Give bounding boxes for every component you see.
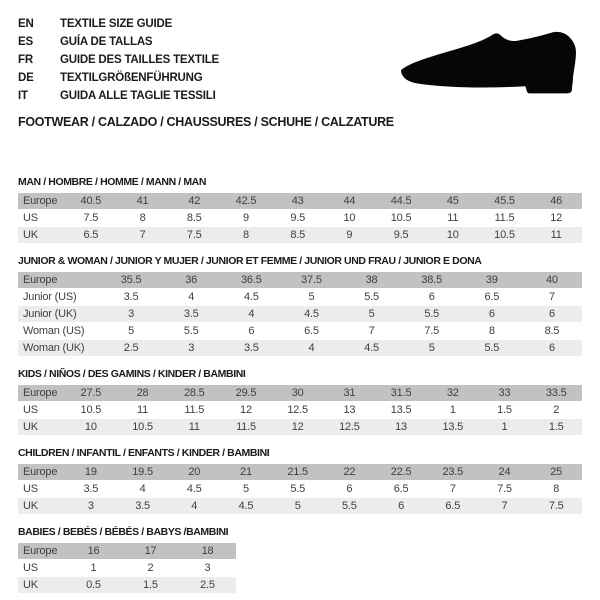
row-label: UK bbox=[23, 500, 38, 512]
size-cell: 9 bbox=[243, 212, 249, 224]
size-cell: 46 bbox=[550, 195, 563, 207]
size-cell: 16 bbox=[87, 545, 100, 557]
size-cell: 22.5 bbox=[390, 466, 412, 478]
table-row bbox=[18, 498, 582, 515]
size-cell: 11 bbox=[137, 404, 149, 416]
size-cell: 4.5 bbox=[243, 291, 259, 303]
size-cell: 3.5 bbox=[123, 291, 139, 303]
size-cell: 35.5 bbox=[120, 274, 142, 286]
row-label: US bbox=[23, 404, 38, 416]
size-cell: 11 bbox=[447, 212, 459, 224]
size-cell: 5 bbox=[308, 291, 315, 303]
row-label: Europe bbox=[23, 195, 58, 207]
language-title: GUÍA DE TALLAS bbox=[60, 36, 153, 48]
table-row bbox=[18, 193, 582, 210]
table-row bbox=[18, 402, 582, 419]
size-cell: 43 bbox=[291, 195, 304, 207]
size-cell: 6.5 bbox=[393, 483, 409, 495]
size-cell: 40.5 bbox=[80, 195, 102, 207]
size-cell: 4 bbox=[139, 483, 146, 495]
size-cell: 12 bbox=[240, 404, 252, 416]
size-cell: 3 bbox=[128, 308, 135, 320]
size-cell: 8.5 bbox=[186, 212, 202, 224]
size-cell: 13.5 bbox=[390, 404, 412, 416]
size-cell: 5 bbox=[294, 500, 301, 512]
size-cell: 11.5 bbox=[236, 421, 256, 433]
size-cell: 33 bbox=[498, 387, 511, 399]
size-cell: 1.5 bbox=[548, 421, 564, 433]
size-cell: 1.5 bbox=[143, 579, 158, 591]
table-row bbox=[18, 272, 582, 289]
size-cell: 6.5 bbox=[83, 229, 99, 241]
size-cell: 33.5 bbox=[545, 387, 567, 399]
size-cell: 12 bbox=[550, 212, 563, 224]
table-row bbox=[18, 323, 582, 340]
size-cell: 8 bbox=[488, 325, 495, 337]
size-cell: 45 bbox=[446, 195, 459, 207]
size-cell: 32 bbox=[446, 387, 459, 399]
size-cell: 36.5 bbox=[241, 274, 262, 286]
row-label: Europe bbox=[23, 466, 58, 478]
table-row bbox=[18, 340, 582, 357]
size-cell: 7.5 bbox=[83, 212, 99, 224]
size-cell: 5.5 bbox=[290, 483, 306, 495]
size-cell: 19.5 bbox=[132, 466, 153, 478]
size-cell: 5.5 bbox=[364, 291, 379, 303]
size-cell: 8.5 bbox=[290, 229, 306, 241]
size-cell: 41 bbox=[136, 195, 149, 207]
size-cell: 4.5 bbox=[238, 500, 254, 512]
size-cell: 8 bbox=[243, 229, 249, 241]
size-cell: 4 bbox=[248, 308, 255, 320]
size-cell: 7 bbox=[501, 500, 508, 512]
size-cell: 0.5 bbox=[86, 579, 101, 591]
row-label: UK bbox=[23, 579, 38, 591]
table-row bbox=[18, 289, 582, 306]
size-cell: 12.5 bbox=[287, 404, 308, 416]
size-cell: 10.5 bbox=[494, 229, 515, 241]
table-section bbox=[18, 176, 582, 244]
size-cell: 3 bbox=[87, 500, 94, 512]
table-title: CHILDREN / INFANTIL / ENFANTS / KINDER / BAMBINI bbox=[18, 447, 270, 459]
size-cell: 4 bbox=[188, 291, 195, 303]
size-cell: 10 bbox=[343, 212, 356, 224]
row-label: US bbox=[23, 212, 38, 224]
size-tables bbox=[18, 176, 582, 594]
size-cell: 5.5 bbox=[484, 342, 500, 354]
size-cell: 7.5 bbox=[548, 500, 564, 512]
size-cell: 21 bbox=[240, 466, 252, 478]
size-cell: 9 bbox=[346, 229, 353, 241]
table-row bbox=[18, 577, 236, 594]
size-cell: 23.5 bbox=[442, 466, 464, 478]
table-title: JUNIOR & WOMAN / JUNIOR Y MUJER / JUNIOR ET FEMME / JUNIOR UND FRAU / JUNIOR E DONA bbox=[18, 255, 482, 267]
size-cell: 36 bbox=[185, 274, 198, 286]
size-cell: 18 bbox=[201, 545, 214, 557]
size-cell: 13 bbox=[395, 421, 407, 433]
language-title: GUIDA ALLE TAGLIE TESSILI bbox=[60, 90, 216, 102]
row-label: Europe bbox=[23, 274, 58, 286]
size-cell: 7.5 bbox=[424, 325, 440, 337]
category-title: FOOTWEAR / CALZADO / CHAUSSURES / SCHUHE / CALZATURE bbox=[18, 115, 394, 129]
size-cell: 6 bbox=[346, 483, 353, 495]
dress-shoe-icon bbox=[398, 30, 580, 96]
size-cell: 3.5 bbox=[83, 483, 99, 495]
size-cell: 5 bbox=[368, 308, 375, 320]
size-cell: 11.5 bbox=[184, 404, 205, 416]
table-section bbox=[18, 447, 582, 515]
language-code: DE bbox=[18, 72, 34, 84]
size-cell: 8.5 bbox=[544, 325, 560, 337]
size-cell: 3.5 bbox=[243, 342, 259, 354]
size-cell: 3.5 bbox=[135, 500, 150, 512]
size-cell: 6.5 bbox=[484, 291, 500, 303]
language-code: EN bbox=[18, 18, 34, 30]
size-cell: 10.5 bbox=[132, 421, 153, 433]
row-label: US bbox=[23, 483, 38, 495]
language-title: TEXTILE SIZE GUIDE bbox=[60, 18, 173, 30]
size-cell: 6 bbox=[548, 342, 555, 354]
language-title: TEXTILGRÖßENFÜHRUNG bbox=[60, 72, 203, 84]
size-cell: 1 bbox=[501, 421, 508, 433]
size-cell: 3.5 bbox=[183, 308, 199, 320]
row-label: Woman (US) bbox=[23, 325, 85, 337]
size-cell: 20 bbox=[188, 466, 201, 478]
size-cell: 7 bbox=[139, 229, 146, 241]
size-cell: 31.5 bbox=[390, 387, 412, 399]
size-cell: 4.5 bbox=[186, 483, 202, 495]
size-table bbox=[18, 543, 236, 594]
size-cell: 21.5 bbox=[287, 466, 308, 478]
size-cell: 5 bbox=[428, 342, 435, 354]
size-cell: 3 bbox=[204, 562, 211, 574]
size-cell: 5.5 bbox=[424, 308, 440, 320]
table-row bbox=[18, 543, 236, 560]
size-cell: 44.5 bbox=[390, 195, 412, 207]
size-cell: 42.5 bbox=[235, 195, 257, 207]
row-label: UK bbox=[23, 421, 38, 433]
size-cell: 25 bbox=[550, 466, 563, 478]
size-table bbox=[18, 193, 582, 244]
row-label: Woman (UK) bbox=[23, 342, 85, 354]
size-cell: 10.5 bbox=[390, 212, 412, 224]
size-cell: 3 bbox=[188, 342, 195, 354]
size-cell: 13 bbox=[343, 404, 356, 416]
size-cell: 4.5 bbox=[304, 308, 319, 320]
size-cell: 12 bbox=[291, 421, 304, 433]
size-cell: 7 bbox=[449, 483, 456, 495]
size-cell: 44 bbox=[343, 195, 356, 207]
row-label: Europe bbox=[23, 545, 58, 557]
size-cell: 6 bbox=[248, 325, 255, 337]
size-cell: 2.5 bbox=[200, 579, 215, 591]
size-cell: 38.5 bbox=[421, 274, 442, 286]
table-title: BABIES / BEBÉS / BÉBÉS / BABYS /BAMBINI bbox=[18, 526, 229, 538]
language-code: FR bbox=[18, 54, 33, 66]
size-cell: 24 bbox=[498, 466, 511, 478]
table-row bbox=[18, 210, 582, 227]
table-row bbox=[18, 419, 582, 436]
table-title: KIDS / NIÑOS / DES GAMINS / KINDER / BAMBINI bbox=[18, 368, 246, 380]
size-cell: 22 bbox=[343, 466, 356, 478]
language-code: IT bbox=[18, 90, 28, 102]
size-cell: 2 bbox=[553, 404, 560, 416]
size-cell: 40 bbox=[546, 274, 558, 286]
size-cell: 11.5 bbox=[494, 212, 515, 224]
size-cell: 6 bbox=[548, 308, 555, 320]
size-cell: 7 bbox=[368, 325, 375, 337]
size-cell: 17 bbox=[144, 545, 157, 557]
table-section bbox=[18, 255, 582, 357]
size-cell: 1 bbox=[90, 562, 97, 574]
size-cell: 37.5 bbox=[301, 274, 322, 286]
size-cell: 6 bbox=[488, 308, 495, 320]
size-cell: 5 bbox=[243, 483, 249, 495]
size-cell: 13.5 bbox=[442, 421, 464, 433]
size-cell: 1 bbox=[449, 404, 456, 416]
size-cell: 2.5 bbox=[123, 342, 139, 354]
table-title: MAN / HOMBRE / HOMME / MANN / MAN bbox=[18, 176, 207, 188]
size-cell: 28.5 bbox=[183, 387, 205, 399]
size-cell: 7 bbox=[548, 291, 555, 303]
size-cell: 11 bbox=[550, 229, 562, 241]
table-row bbox=[18, 227, 582, 244]
row-label: Europe bbox=[23, 387, 58, 399]
table-row bbox=[18, 464, 582, 481]
size-cell: 7.5 bbox=[497, 483, 512, 495]
row-label: Junior (UK) bbox=[23, 308, 77, 320]
language-code: ES bbox=[18, 36, 33, 48]
size-cell: 19 bbox=[84, 466, 97, 478]
size-cell: 31 bbox=[343, 387, 356, 399]
dress-shoe-path bbox=[401, 32, 576, 93]
size-cell: 8 bbox=[139, 212, 146, 224]
size-cell: 6.5 bbox=[445, 500, 461, 512]
table-section bbox=[18, 368, 582, 436]
language-title: GUIDE DES TAILLES TEXTILE bbox=[60, 54, 219, 66]
row-label: UK bbox=[23, 229, 38, 241]
table-row bbox=[18, 385, 582, 402]
table-section bbox=[18, 526, 582, 594]
size-cell: 30 bbox=[291, 387, 304, 399]
size-cell: 6 bbox=[428, 291, 435, 303]
size-cell: 9.5 bbox=[393, 229, 409, 241]
size-table bbox=[18, 272, 582, 357]
size-cell: 5 bbox=[128, 325, 135, 337]
size-cell: 4.5 bbox=[364, 342, 379, 354]
size-cell: 39 bbox=[485, 274, 498, 286]
size-cell: 11 bbox=[188, 421, 200, 433]
row-label: Junior (US) bbox=[23, 291, 77, 303]
table-row bbox=[18, 481, 582, 498]
size-cell: 12.5 bbox=[339, 421, 360, 433]
size-cell: 7.5 bbox=[186, 229, 202, 241]
size-cell: 27.5 bbox=[80, 387, 102, 399]
size-cell: 6 bbox=[398, 500, 405, 512]
size-cell: 45.5 bbox=[494, 195, 515, 207]
size-cell: 28 bbox=[136, 387, 149, 399]
size-cell: 10.5 bbox=[80, 404, 102, 416]
size-cell: 5.5 bbox=[342, 500, 357, 512]
table-row bbox=[18, 560, 236, 577]
table-row bbox=[18, 306, 582, 323]
size-cell: 9.5 bbox=[290, 212, 306, 224]
size-cell: 4 bbox=[308, 342, 315, 354]
size-cell: 10 bbox=[446, 229, 459, 241]
size-cell: 6.5 bbox=[304, 325, 319, 337]
size-cell: 42 bbox=[188, 195, 201, 207]
size-cell: 1.5 bbox=[497, 404, 512, 416]
size-table bbox=[18, 464, 582, 515]
size-cell: 4 bbox=[191, 500, 198, 512]
size-cell: 2 bbox=[147, 562, 154, 574]
size-cell: 38 bbox=[365, 274, 378, 286]
size-table bbox=[18, 385, 582, 436]
size-cell: 29.5 bbox=[235, 387, 257, 399]
row-label: US bbox=[23, 562, 38, 574]
size-cell: 10 bbox=[84, 421, 97, 433]
size-cell: 5.5 bbox=[183, 325, 199, 337]
size-cell: 8 bbox=[553, 483, 560, 495]
